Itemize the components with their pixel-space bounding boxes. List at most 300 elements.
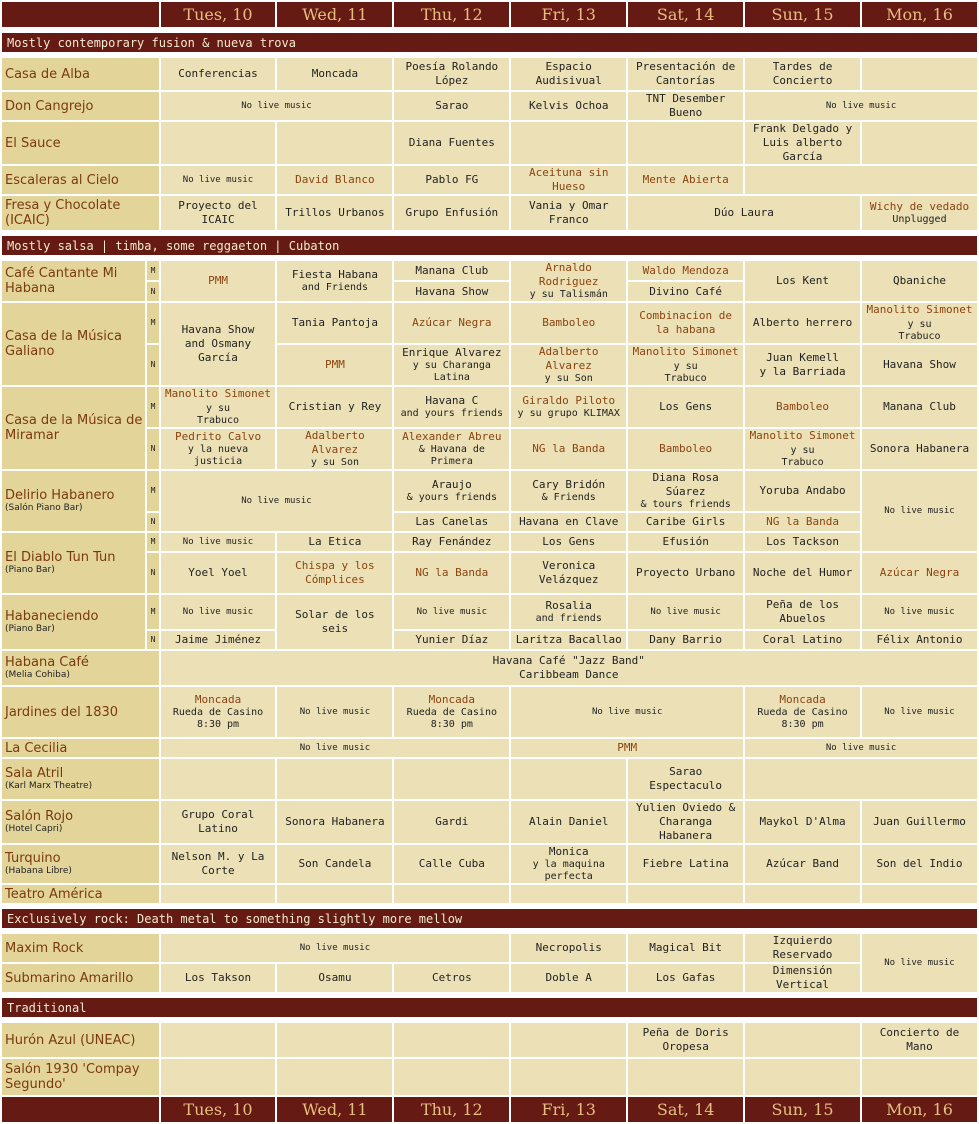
event-cell-empty [628,1059,743,1095]
venue-row-la-cecilia [2,739,977,757]
event-cell: Peña de Doris Oropesa [628,1023,743,1057]
event-cell: NG la Banda [745,513,860,531]
section-heading-salsa: Mostly salsa | timba, some reggaeton | Cubaton [2,236,977,255]
slot-matinee: M [147,471,158,511]
slot-matinee: M [147,261,158,280]
venue-subtitle: (Salón Piano Bar) [5,503,83,513]
event-cell [511,471,626,511]
event-cell: Sarao [394,92,509,120]
event-cell [394,387,509,427]
day-header: Fri, 13 [511,1097,626,1122]
event-cell-empty [628,885,743,903]
event-cell: Waldo Mendoza [628,261,743,280]
event-cell [277,261,392,301]
event-subtitle: Rueda de Casino [406,707,497,718]
event-cell: Los Kent [745,261,860,301]
event-cell: Los Tackson [745,533,860,551]
event-cell: Juan Guillermo [862,801,977,843]
event-subtitle: & tours friends [640,499,731,510]
event-cell: Diana Fuentes [394,122,509,164]
slot-night: N [147,513,158,531]
event-cell: Tardes de Concierto [745,58,860,90]
venue-name: Hurón Azul (UNEAC) [2,1023,159,1057]
event-cell: Osamu [277,964,392,992]
event-cell-empty [161,759,276,799]
event-cell: Coral Latino [745,631,860,649]
event-cell: Jaime Jiménez [161,631,276,649]
no-live-music: No live music [511,687,743,737]
venue-subtitle: (Karl Marx Theatre) [5,781,93,791]
section-heading-traditional: Traditional [2,998,977,1017]
event-cell: Sonora Habanera [862,429,977,469]
no-live-music: No live music [862,687,977,737]
slot-matinee: M [147,595,158,629]
event-cell: Havana Show [394,282,509,301]
venue-row-miramar [2,387,977,427]
day-header: Thu, 12 [394,2,509,27]
event-cell: Vania y Omar Franco [511,196,626,230]
venue-subtitle: (Melia Cohiba) [5,670,70,680]
event-cell-empty [511,885,626,903]
event-subtitle: & yours friends [406,492,497,503]
event-cell-empty [745,1059,860,1095]
slot-night: N [147,631,158,649]
venue-name: Casa de la Música Galiano [2,303,145,385]
event-cell: Combinacion de la habana [628,303,743,343]
event-cell: PMM [511,739,743,757]
venue-name: El Sauce [2,122,159,164]
event-cell: Félix Antonio [862,631,977,649]
venue-title: Delirio Habanero [5,488,115,503]
event-subtitle: y su [907,319,932,330]
venue-name: La Cecilia [2,739,159,757]
no-live-music: No live music [628,595,743,629]
event-cell: Maykol D'Alma [745,801,860,843]
event-cell-empty [277,1059,392,1095]
event-cell: Los Gens [511,533,626,551]
slot-night: N [147,345,158,385]
venue-row-escaleras-al-cielo [2,166,977,194]
event-cell: Sonora Habanera [277,801,392,843]
event-title: Juan Kemell [766,351,839,364]
event-subtitle: y su Son [544,373,593,384]
day-header: Thu, 12 [394,1097,509,1122]
event-title: Havana Café "Jazz Band" [492,654,645,667]
no-live-music: No live music [161,739,510,757]
event-cell: Aceituna sin Hueso [511,166,626,194]
event-cell: Los Gafas [628,964,743,992]
event-title: Fiesta Habana [291,268,378,281]
day-header: Mon, 16 [862,2,977,27]
event-subtitle: & Friends [541,492,596,503]
event-title: Havana Show [181,323,255,336]
venue-row-salon-1930 [2,1059,977,1095]
event-cell [511,845,626,883]
event-subtitle: y la Barriada [759,365,846,378]
venue-row-diablo-night [2,553,977,593]
day-header: Sun, 15 [745,1097,860,1122]
event-cell: Kelvis Ochoa [511,92,626,120]
event-title: Pedrito Calvo [174,430,262,443]
event-subtitle: y su [673,361,698,372]
no-live-music: No live music [161,934,510,962]
event-cell-empty [862,885,977,903]
event-cell: Son Candela [277,845,392,883]
event-cell: Fiebre Latina [628,845,743,883]
event-cell: NG la Banda [511,429,626,469]
event-subtitle: and Friends [301,282,369,293]
event-title: Diana Rosa Súarez [652,471,719,498]
day-header: Sun, 15 [745,2,860,27]
event-cell: Havana en Clave [511,513,626,531]
event-title: Manolito Simonet [866,303,973,316]
venue-row-maxim-rock [2,934,977,962]
event-cell-empty [862,58,977,90]
event-cell: Magical Bit [628,934,743,962]
event-cell-empty [394,885,509,903]
section-heading-fusion: Mostly contemporary fusion & nueva trova [2,33,977,52]
event-subtitle: y su grupo KLIMAX [517,408,620,419]
event-cell [745,345,860,385]
event-title: Wichy de vedado [869,200,970,213]
venue-name: Submarino Amarillo [2,964,159,992]
event-cell-empty [511,759,626,799]
event-cell [161,687,276,737]
venue-name [2,845,159,883]
event-cell: La Etica [277,533,392,551]
event-cell-empty [745,759,977,799]
venue-row-teatro-america [2,885,977,903]
event-cell: PMM [277,345,392,385]
event-title: Moncada [779,693,826,706]
event-cell [511,261,626,301]
event-cell-empty [745,166,977,194]
event-cell: Frank Delgado y Luis alberto García [745,122,860,164]
event-cell: Moncada [277,58,392,90]
event-cell [161,651,977,685]
venue-row-habaneciendo-night [2,631,977,649]
event-cell: Calle Cuba [394,845,509,883]
event-cell-empty [277,885,392,903]
event-subtitle: Trabuco [196,415,240,426]
no-live-music: No live music [862,471,977,551]
event-cell-empty [862,1059,977,1095]
event-cell: Dúo Laura [628,196,860,230]
event-title: Giraldo Piloto [522,394,616,407]
event-cell [745,429,860,469]
no-live-music: No live music [862,595,977,629]
event-cell-empty [161,1059,276,1095]
venue-name: Don Cangrejo [2,92,159,120]
event-cell: Qbaniche [862,261,977,301]
event-cell: Bamboleo [511,303,626,343]
event-cell: Bamboleo [745,387,860,427]
event-cell: Manana Club [862,387,977,427]
event-cell: Dany Barrio [628,631,743,649]
slot-night: N [147,282,158,301]
event-cell: Yunier Díaz [394,631,509,649]
event-cell: Doble A [511,964,626,992]
event-cell: Cetros [394,964,509,992]
venue-title: Sala Atril [5,766,64,781]
no-live-music: No live music [161,595,276,629]
venue-row-sala-atril [2,759,977,799]
event-cell: Alain Daniel [511,801,626,843]
event-title: Rosalia [545,599,592,612]
event-cell: Peña de los Abuelos [745,595,860,629]
event-cell: Gardi [394,801,509,843]
venue-name [2,801,159,843]
event-cell [628,471,743,511]
event-cell: Alberto herrero [745,303,860,343]
venue-row-miramar-night [2,429,977,469]
event-cell [862,303,977,343]
event-title: Arnaldo Rodriguez [538,261,599,288]
venue-row-habaneciendo [2,595,977,629]
event-cell: Pablo FG [394,166,509,194]
event-cell-empty [511,1059,626,1095]
event-time: 8:30 pm [196,719,240,730]
event-cell: Necropolis [511,934,626,962]
event-cell-empty [511,122,626,164]
venue-name [2,651,159,685]
event-cell: Ray Fenández [394,533,509,551]
event-cell: Veronica Velázquez [511,553,626,593]
event-title: Adalberto Alvarez [538,345,599,372]
day-header: Wed, 11 [277,1097,392,1122]
venue-row-submarino-amarillo [2,964,977,992]
slot-night: N [147,553,158,593]
event-cell: Grupo Coral Latino [161,801,276,843]
day-header: Fri, 13 [511,2,626,27]
venue-subtitle: (Hotel Capri) [5,824,63,834]
event-subtitle: y su Talismán [529,289,608,300]
event-cell: Concierto de Mano [862,1023,977,1057]
event-title: Moncada [194,693,242,706]
day-header: Tues, 10 [161,2,276,27]
venue-row-don-cangrejo [2,92,977,120]
venue-name: Escaleras al Cielo [2,166,159,194]
event-title: Cary Bridón [532,478,606,491]
event-cell: Son del Indio [862,845,977,883]
no-live-music: No live music [161,533,276,551]
venue-subtitle: (Piano Bar) [5,565,55,575]
venue-row-galiano [2,303,977,343]
event-cell: Tania Pantoja [277,303,392,343]
venue-title: Habaneciendo [5,609,99,624]
slot-night: N [147,429,158,469]
venue-row-salon-rojo [2,801,977,843]
event-cell: PMM [161,261,276,301]
event-cell [394,471,509,511]
event-cell-empty [161,885,276,903]
event-title: Adalberto Alvarez [305,429,365,456]
event-cell-empty [628,122,743,164]
event-cell: Azúcar Negra [394,303,509,343]
slot-matinee: M [147,533,158,551]
venue-row-jardines-1830 [2,687,977,737]
event-subtitle: and friends [535,613,602,624]
event-title: Alexander Abreu [402,430,502,443]
footer-corner [2,1097,159,1122]
event-subtitle: Trabuco [664,373,707,384]
event-cell-empty [394,1059,509,1095]
event-subtitle: Rueda de Casino [757,707,848,718]
no-live-music: No live music [161,92,393,120]
venue-name: Teatro América [2,885,159,903]
event-cell: Cristian y Rey [277,387,392,427]
venue-name [2,533,145,593]
event-cell: Proyecto Urbano [628,553,743,593]
event-title: Monica [548,845,589,858]
event-cell: Grupo Enfusión [394,196,509,230]
event-cell: Los Gens [628,387,743,427]
event-subtitle: y la nueva justicia [187,444,249,467]
no-live-music: No live music [161,471,393,531]
venue-name: Maxim Rock [2,934,159,962]
event-title: Havana C [425,394,479,407]
event-cell: Efusión [628,533,743,551]
event-cell: Las Canelas [394,513,509,531]
event-cell [511,387,626,427]
day-footer-row [2,1097,977,1122]
event-title: Manolito Simonet [165,387,271,400]
venue-subtitle: (Piano Bar) [5,624,55,634]
venue-row-cafe-cantante [2,261,977,280]
day-header-row [2,2,977,27]
event-subtitle: y su [205,403,231,414]
event-title: Enrique Alvarez [402,346,502,359]
event-subtitle: y la maquina perfecta [532,859,605,882]
event-title: Araujo [431,478,472,491]
event-time: 8:30 pm [430,719,473,730]
slot-matinee: M [147,303,158,343]
venue-name: Casa de Alba [2,58,159,90]
event-cell [277,429,392,469]
venue-name: Fresa y Chocolate (ICAIC) [2,196,159,230]
event-title: Manolito Simonet [749,429,856,442]
venue-row-fresa-y-chocolate [2,196,977,230]
event-cell: Espacio Audisivual [511,58,626,90]
venue-name [2,471,145,531]
venue-row-delirio-habanero [2,471,977,511]
event-cell: Bamboleo [628,429,743,469]
event-cell: Izquierdo Reservado [745,934,860,962]
event-cell: Yulien Oviedo & Charanga Habanera [628,801,743,843]
event-cell-empty [745,885,860,903]
venue-name [2,595,145,649]
event-cell-empty [394,759,509,799]
day-header: Tues, 10 [161,1097,276,1122]
day-header: Mon, 16 [862,1097,977,1122]
event-cell: Yoel Yoel [161,553,276,593]
event-cell-empty [277,759,392,799]
event-cell-empty [161,122,276,164]
event-cell: Trillos Urbanos [277,196,392,230]
event-subtitle: y su [790,445,815,456]
event-subtitle: Caribbeam Dance [519,668,619,681]
event-cell: Poesía Rolando López [394,58,509,90]
venue-name: Café Cantante Mi Habana [2,261,145,301]
event-cell [511,595,626,629]
event-cell: TNT Desember Bueno [628,92,743,120]
event-cell: Divino Café [628,282,743,301]
event-cell [161,387,276,427]
event-cell: Proyecto del ICAIC [161,196,276,230]
event-subtitle: and yours friends [400,408,503,419]
no-live-music: No live music [161,166,276,194]
no-live-music: No live music [277,687,392,737]
event-cell: Caribe Girls [628,513,743,531]
header-corner [2,2,159,27]
event-cell [394,345,509,385]
venue-row-diablo-tun-tun [2,533,977,551]
no-live-music: No live music [394,595,509,629]
event-cell: Noche del Humor [745,553,860,593]
event-cell: Sarao Espectaculo [628,759,743,799]
event-cell [394,429,509,469]
venue-name: Jardines del 1830 [2,687,159,737]
venue-name: Salón 1930 'Compay Segundo' [2,1059,159,1095]
day-header: Wed, 11 [277,2,392,27]
event-cell: Manana Club [394,261,509,280]
venue-row-el-sauce [2,122,977,164]
event-cell [745,687,860,737]
event-cell: Azúcar Negra [862,553,977,593]
venue-name: Casa de la Música de Miramar [2,387,145,469]
event-cell-empty [277,122,392,164]
event-cell: Nelson M. y La Corte [161,845,276,883]
event-cell: Dimensión Vertical [745,964,860,992]
event-cell-empty [862,122,977,164]
event-subtitle: Trabuco [898,331,941,342]
no-live-music: No live music [745,92,977,120]
no-live-music: No live music [745,739,977,757]
venue-name [2,759,159,799]
venue-row-galiano-night [2,345,977,385]
section-heading-rock: Exclusively rock: Death metal to something slightly more mellow [2,909,977,928]
event-cell [862,196,977,230]
event-cell: Chispa y los Cómplices [277,553,392,593]
event-subtitle: & Havana de Primera [418,444,485,467]
venue-row-delirio-night [2,513,977,531]
day-header: Sat, 14 [628,1097,743,1122]
event-subtitle: Rueda de Casino [172,707,264,718]
day-header: Sat, 14 [628,2,743,27]
event-cell [511,345,626,385]
venue-title: Habana Café [5,655,89,670]
event-subtitle: y su Son [310,457,359,468]
event-subtitle: Unplugged [892,214,947,225]
event-subtitle: Trabuco [781,457,824,468]
venue-title: El Diablo Tun Tun [5,550,116,565]
event-cell [161,303,276,385]
event-cell: Mente Abierta [628,166,743,194]
slot-matinee: M [147,387,158,427]
event-time: 8:30 pm [781,719,824,730]
venue-row-habana-cafe [2,651,977,685]
event-cell [161,429,276,469]
event-cell: NG la Banda [394,553,509,593]
venue-title: Salón Rojo [5,809,74,824]
event-cell: Presentación de Cantorías [628,58,743,90]
event-cell: David Blanco [277,166,392,194]
venue-subtitle: (Habana Libre) [5,866,72,876]
event-cell: Laritza Bacallao [511,631,626,649]
event-cell: Conferencias [161,58,276,90]
event-cell: Havana Show [862,345,977,385]
venue-row-turquino [2,845,977,883]
